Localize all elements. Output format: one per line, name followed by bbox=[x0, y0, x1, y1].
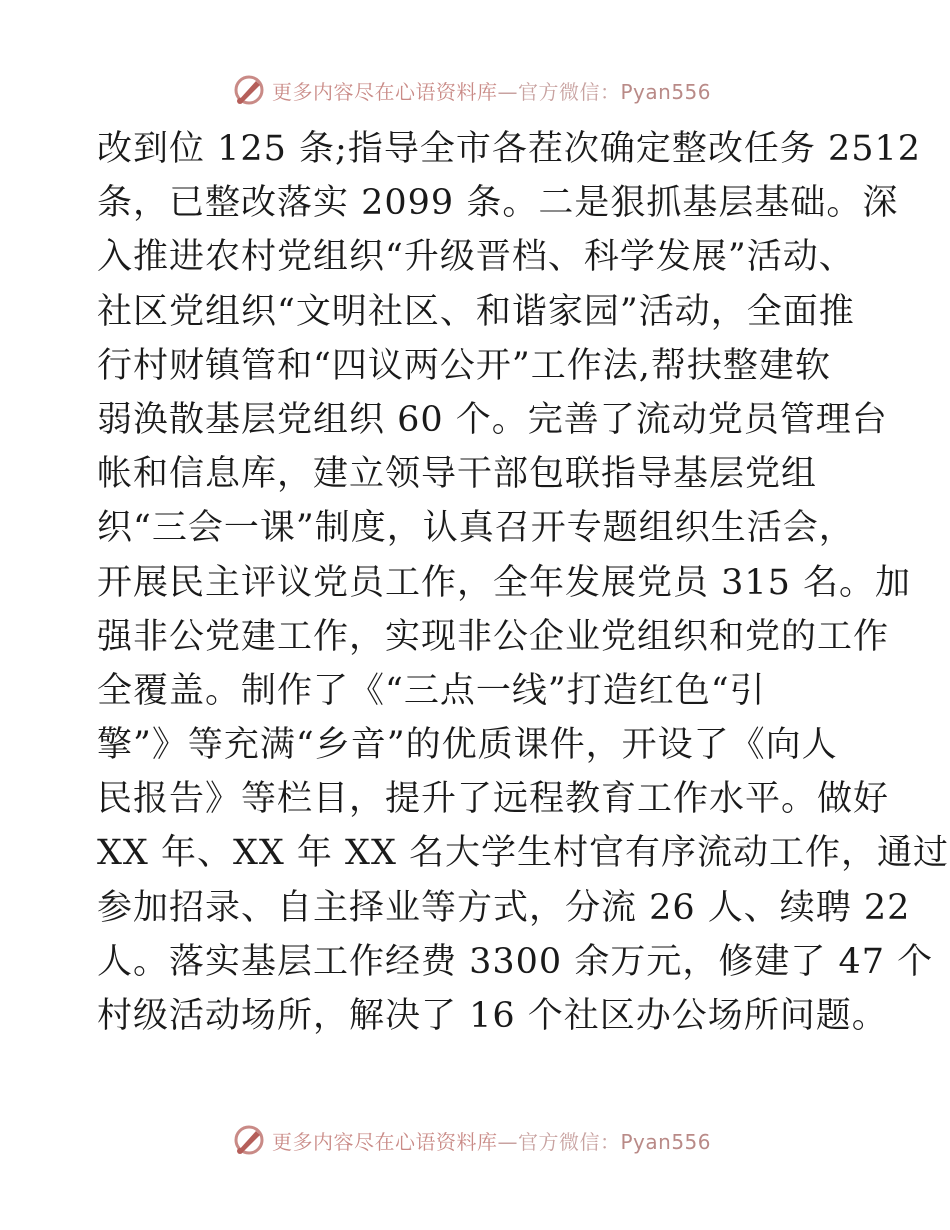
watermark-site: 更多内容尽在心语资料库 bbox=[272, 79, 498, 104]
watermark-label: 官方微信： bbox=[518, 79, 621, 104]
body-line: 人。落实基层工作经费 3300 余万元，修建了 47 个 bbox=[97, 941, 934, 982]
body-line: 入推进农村党组织“升级晋档、科学发展”活动、 bbox=[97, 237, 855, 278]
document-body bbox=[97, 122, 950, 1043]
body-line: XX 年、XX 年 XX 名大学生村官有序流动工作，通过 bbox=[97, 833, 950, 874]
body-line: 擎”》等充满“乡音”的优质课件，开设了《向人 bbox=[97, 725, 838, 766]
watermark-label: 官方微信： bbox=[518, 1129, 621, 1154]
watermark-site: 更多内容尽在心语资料库 bbox=[272, 1129, 498, 1154]
body-line: 织“三会一课”制度，认真召开专题组织生活会， bbox=[97, 508, 855, 549]
watermark-footer bbox=[232, 1122, 711, 1158]
body-line: 强非公党建工作，实现非公企业党组织和党的工作 bbox=[97, 616, 890, 657]
body-line: 改到位 125 条;指导全市各茬次确定整改任务 2512 bbox=[97, 129, 922, 169]
watermark-dash: — bbox=[497, 1129, 518, 1154]
watermark-handle: Pyan556 bbox=[620, 1129, 712, 1154]
pen-logo-icon bbox=[232, 73, 266, 107]
watermark-header bbox=[232, 72, 711, 108]
body-line: 参加招录、自主择业等方式，分流 26 人、续聘 22 bbox=[97, 887, 911, 928]
watermark-text bbox=[272, 1126, 711, 1155]
body-line: 开展民主评议党员工作，全年发展党员 315 名。加 bbox=[97, 562, 912, 603]
body-line: 条，已整改落实 2099 条。二是狠抓基层基础。深 bbox=[97, 183, 899, 224]
pen-logo-icon bbox=[232, 1123, 266, 1157]
body-line: 弱涣散基层党组织 60 个。完善了流动党员管理台 bbox=[97, 399, 888, 440]
watermark-text bbox=[272, 76, 711, 105]
body-line: 行村财镇管和“四议两公开”工作法,帮扶整建软 bbox=[97, 345, 831, 386]
watermark-handle: Pyan556 bbox=[620, 79, 712, 104]
watermark-dash: — bbox=[497, 79, 518, 104]
body-line: 帐和信息库，建立领导干部包联指导基层党组 bbox=[97, 454, 818, 495]
body-line: 村级活动场所，解决了 16 个社区办公场所问题。 bbox=[97, 996, 888, 1036]
body-line: 民报告》等栏目，提升了远程教育工作水平。做好 bbox=[97, 779, 890, 820]
body-line: 社区党组织“文明社区、和谐家园”活动，全面推 bbox=[97, 291, 855, 332]
body-line: 全覆盖。制作了《“三点一线”打造红色“引 bbox=[97, 670, 766, 711]
